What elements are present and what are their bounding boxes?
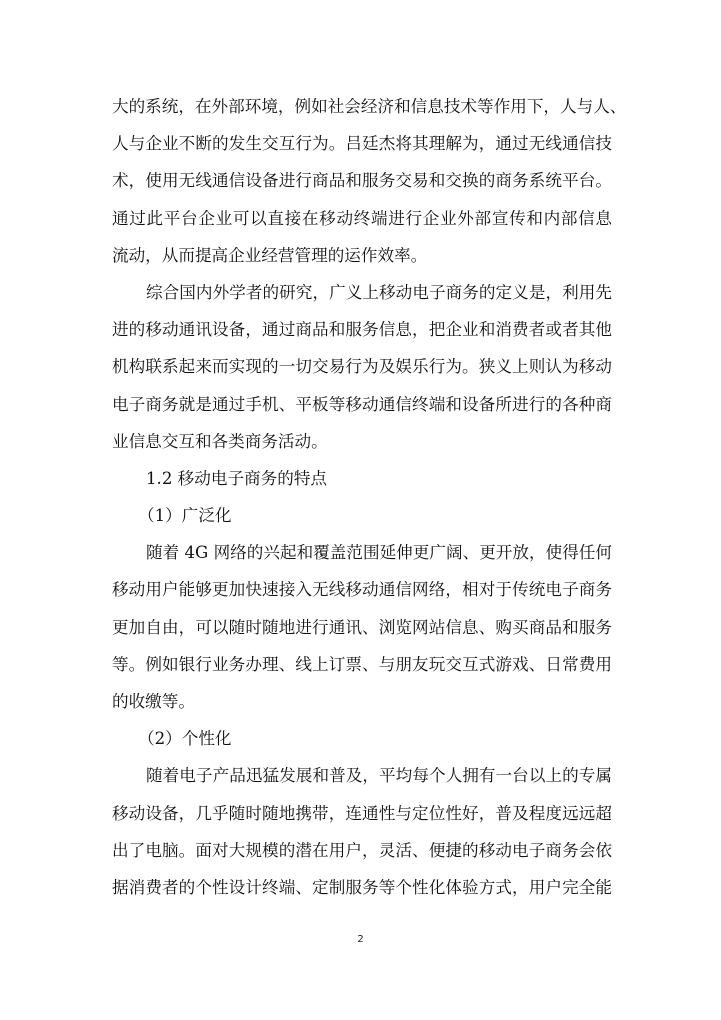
text-line: 通过此平台企业可以直接在移动终端进行企业外部宣传和内部信息	[112, 208, 612, 228]
section-heading: 1.2 移动电子商务的特点	[146, 468, 328, 488]
subsection-heading: （1）广泛化	[138, 506, 232, 526]
text-line: 随着 4G 网络的兴起和覆盖范围延伸更广阔、更开放，使得任何	[146, 543, 612, 563]
text-line: 流动，从而提高企业经营管理的运作效率。	[112, 245, 428, 265]
text-line: 移动设备，几乎随时随地携带，连通性与定位性好，普及程度远远超	[112, 803, 612, 823]
subsection-heading: （2）个性化	[138, 729, 232, 749]
text-line: 据消费者的个性设计终端、定制服务等个性化体验方式，用户完全能	[112, 877, 612, 897]
text-line: 移动用户能够更加快速接入无线移动通信网络，相对于传统电子商务	[112, 580, 612, 600]
text-line: 更加自由，可以随时随地进行通讯、浏览网站信息、购买商品和服务	[112, 617, 612, 637]
text-line: 随着电子产品迅猛发展和普及，平均每个人拥有一台以上的专属	[146, 766, 612, 786]
text-line: 术，使用无线通信设备进行商品和服务交易和交换的商务系统平台。	[112, 171, 612, 191]
text-line: 业信息交互和各类商务活动。	[112, 431, 328, 451]
text-line: 的收缴等。	[112, 692, 195, 711]
text-line: 人与企业不断的发生交互行为。吕廷杰将其理解为，通过无线通信技	[112, 134, 612, 154]
body-text	[112, 88, 627, 906]
text-line: 综合国内外学者的研究，广义上移动电子商务的定义是，利用先	[146, 282, 612, 302]
text-line: 出了电脑。面对大规模的潜在用户，灵活、便捷的移动电子商务会依	[112, 840, 612, 860]
text-line: 等。例如银行业务办理、线上订票、与朋友玩交互式游戏、日常费用	[112, 654, 612, 674]
text-line: 机构联系起来而实现的一切交易行为及娱乐行为。狭义上则认为移动	[112, 357, 612, 377]
text-line: 电子商务就是通过手机、平板等移动通信终端和设备所进行的各种商	[112, 394, 612, 414]
page-number: 2	[357, 934, 364, 945]
text-line: 进的移动通讯设备，通过商品和服务信息，把企业和消费者或者其他	[112, 320, 612, 340]
text-line: 大的系统，在外部环境，例如社会经济和信息技术等作用下，人与人、	[112, 97, 627, 116]
